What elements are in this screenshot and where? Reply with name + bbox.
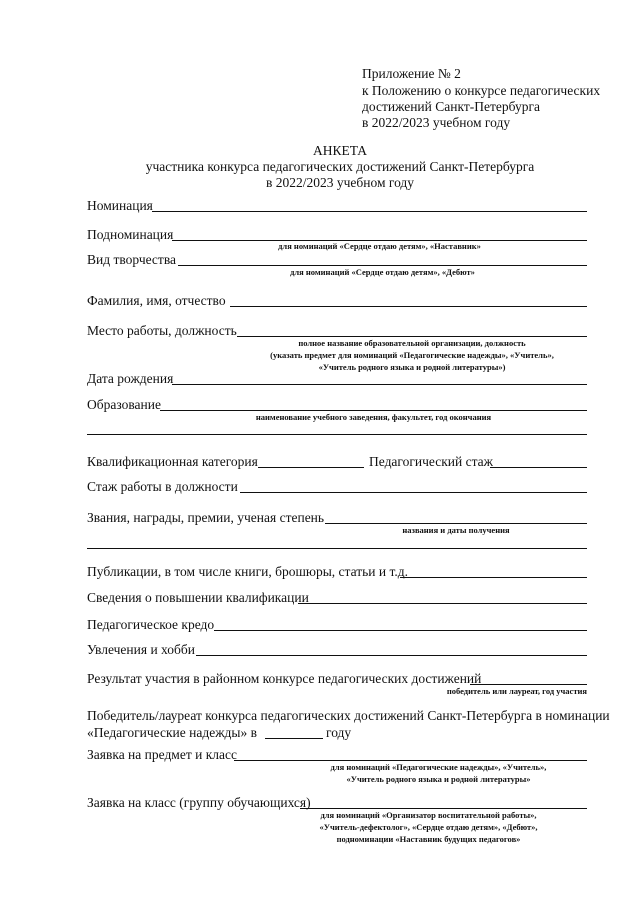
- subnomination-label: Подноминация: [87, 227, 174, 242]
- subject-hint-1: для номинаций «Педагогические надежды», «Учитель»,: [330, 762, 547, 772]
- nomination-input-line[interactable]: [152, 211, 587, 212]
- workplace-hint-2: (указать предмет для номинаций «Педагогические надежды», «Учитель»,: [270, 350, 554, 360]
- form-subtitle-2: в 2022/2023 учебном году: [265, 175, 415, 190]
- district-result-hint: победитель или лауреат, год участия: [446, 686, 587, 696]
- workplace-label: Место работы, должность: [87, 323, 237, 338]
- creativity-hint: для номинаций «Сердце отдаю детям», «Дебют»: [290, 267, 475, 277]
- winner-line-1: Победитель/лауреат конкурса педагогических достижений Санкт-Петербурга в номинации: [87, 708, 610, 723]
- winner-line-2a: «Педагогические надежды» в: [87, 725, 257, 740]
- hobbies-label: Увлечения и хобби: [87, 642, 195, 657]
- fullname-input-line[interactable]: [230, 306, 587, 307]
- fullname-label: Фамилия, имя, отчество: [87, 293, 226, 308]
- hobbies-input-line[interactable]: [196, 655, 587, 656]
- position-experience-label: Стаж работы в должности: [87, 479, 238, 494]
- subject-hint-2: «Учитель родного языка и родной литературы»: [346, 774, 531, 784]
- class-hint-1: для номинаций «Организатор воспитательной работы»,: [320, 810, 537, 820]
- form-subtitle-1: участника конкурса педагогических достижений Санкт-Петербурга: [145, 159, 535, 174]
- subject-request-label: Заявка на предмет и класс: [87, 747, 237, 762]
- credo-input-line[interactable]: [214, 630, 587, 631]
- district-result-input-line[interactable]: [470, 684, 587, 685]
- education-input-line[interactable]: [160, 410, 587, 411]
- appendix-line-4: в 2022/2023 учебном году: [362, 115, 511, 130]
- qualification-label: Квалификационная категория: [87, 454, 258, 469]
- position-experience-input-line[interactable]: [240, 492, 587, 493]
- credo-label: Педагогическое кредо: [87, 617, 215, 632]
- birthdate-label: Дата рождения: [87, 371, 174, 386]
- class-hint-2: «Учитель-дефектолог», «Сердце отдаю детям», «Дебют»,: [319, 822, 538, 832]
- appendix-line-1: Приложение № 2: [362, 66, 461, 81]
- education-input-line-2[interactable]: [87, 434, 587, 435]
- district-result-label: Результат участия в районном конкурсе педагогических достижений: [87, 671, 482, 686]
- training-label: Сведения о повышении квалификации: [87, 590, 309, 605]
- titles-hint: названия и даты получения: [402, 525, 510, 535]
- workplace-hint-3: «Учитель родного языка и родной литературы»): [318, 362, 506, 372]
- winner-line-2b: году: [326, 725, 352, 740]
- titles-input-line-2[interactable]: [87, 548, 587, 549]
- appendix-line-2: к Положению о конкурсе педагогических: [362, 83, 601, 98]
- titles-input-line[interactable]: [325, 523, 587, 524]
- training-input-line[interactable]: [298, 603, 587, 604]
- titles-label: Звания, награды, премии, ученая степень: [87, 510, 325, 525]
- appendix-line-3: достижений Санкт-Петербурга: [362, 99, 541, 114]
- subject-request-input-line[interactable]: [234, 760, 587, 761]
- education-label: Образование: [87, 397, 161, 412]
- qualification-input-line[interactable]: [258, 467, 364, 468]
- education-hint: наименование учебного заведения, факультет, год окончания: [255, 412, 492, 422]
- form-title: АНКЕТА: [312, 143, 368, 158]
- class-hint-3: подноминации «Наставник будущих педагогов»: [336, 834, 521, 844]
- ped-experience-input-line[interactable]: [490, 467, 587, 468]
- winner-year-input-line[interactable]: [265, 738, 323, 739]
- creativity-label: Вид творчества: [87, 252, 177, 267]
- nomination-label: Номинация: [87, 198, 153, 213]
- ped-experience-label: Педагогический стаж: [369, 454, 494, 469]
- publications-label: Публикации, в том числе книги, брошюры, статьи и т.д.: [87, 564, 408, 579]
- workplace-hint-1: полное название образовательной организации, должность: [298, 338, 526, 348]
- class-request-label: Заявка на класс (группу обучающихся): [87, 795, 311, 810]
- class-request-input-line[interactable]: [300, 808, 587, 809]
- workplace-input-line[interactable]: [237, 336, 587, 337]
- creativity-input-line[interactable]: [178, 265, 587, 266]
- subnomination-hint: для номинаций «Сердце отдаю детям», «Наставник»: [278, 241, 481, 251]
- publications-input-line[interactable]: [400, 577, 587, 578]
- birthdate-input-line[interactable]: [172, 384, 587, 385]
